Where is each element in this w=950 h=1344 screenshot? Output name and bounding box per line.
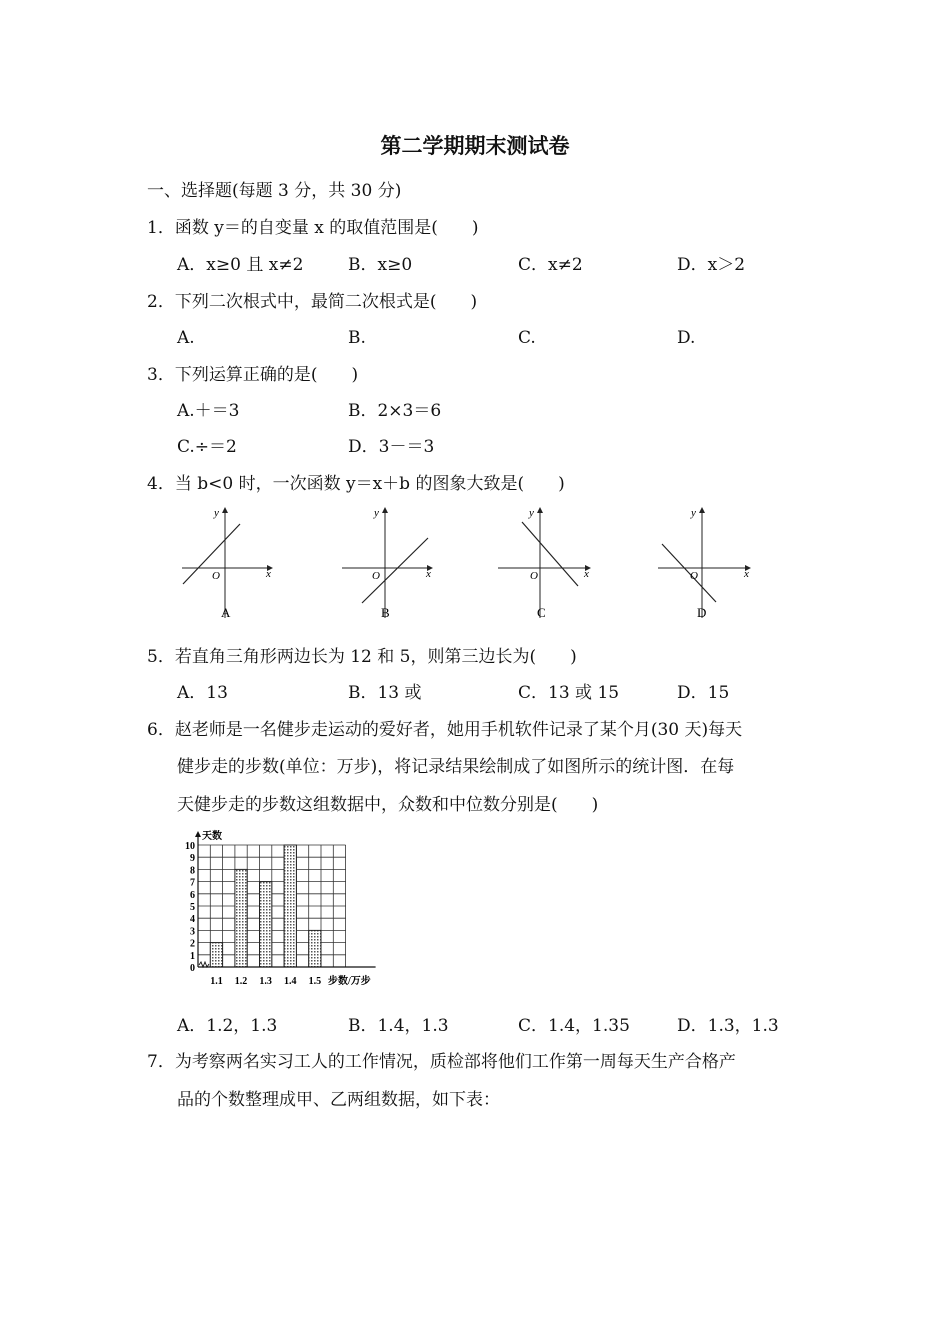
graph-d-x-label: x — [744, 568, 749, 580]
graph-c-x-label: x — [584, 568, 589, 580]
x-tick-label: 1.1 — [210, 976, 223, 987]
question-3-stem: 3．下列运算正确的是( ) — [147, 365, 359, 385]
q2-option-d: D. — [677, 328, 696, 348]
question-2-stem: 2．下列二次根式中，最简二次根式是( ) — [147, 292, 478, 312]
y-tick-label: 6 — [190, 889, 195, 901]
y-tick-label: 9 — [190, 853, 195, 865]
y-tick-label: 10 — [185, 841, 195, 852]
graph-c — [498, 507, 590, 620]
q3-option-c: C.÷＝2 — [177, 437, 237, 457]
x-tick-label: 1.3 — [259, 976, 272, 987]
bar-1.2 — [235, 869, 247, 967]
y-tick-label: 8 — [190, 865, 195, 877]
y-tick-label: 5 — [190, 902, 195, 913]
graph-a-origin: O — [212, 570, 220, 582]
question-7-line-2: 品的个数整理成甲、乙两组数据，如下表： — [177, 1090, 500, 1110]
graph-b-x-label: x — [426, 568, 431, 580]
y-tick-label: 4 — [190, 914, 195, 926]
graph-d-origin: O — [690, 570, 698, 582]
graph-c-label: C — [537, 605, 546, 620]
q5-option-c: C．13 或 15 — [518, 683, 620, 703]
y-axis-title: 天数 — [202, 831, 222, 842]
q5-option-a: A．13 — [177, 683, 228, 703]
question-5-stem: 5．若直角三角形两边长为 12 和 5，则第三边长为( ) — [147, 647, 577, 667]
q5-option-d: D．15 — [677, 683, 730, 703]
step-count-bar-chart — [170, 825, 390, 1015]
graph-d-label: D — [697, 605, 707, 620]
q2-option-b: B. — [348, 328, 366, 348]
q1-option-d: D．x＞2 — [677, 255, 746, 275]
graph-b-origin: O — [372, 570, 380, 582]
q1-option-a: A．x≥0 且 x≠2 — [177, 255, 304, 275]
y-tick-label: 2 — [190, 938, 195, 950]
q5-option-b: B．13 或 — [348, 683, 422, 703]
question-6-line-3: 天健步走的步数这组数据中，众数和中位数分别是( ) — [177, 795, 599, 815]
bar-1.1 — [210, 943, 222, 967]
q3-option-a: A.＋＝3 — [177, 401, 240, 421]
bar-1.4 — [284, 845, 296, 967]
q6-option-a: A．1.2，1.3 — [177, 1016, 278, 1036]
graph-a — [182, 507, 272, 620]
graph-c-y-label: y — [529, 507, 534, 519]
graph-b — [342, 507, 432, 620]
graph-d-y-label: y — [691, 507, 696, 519]
x-tick-label: 1.2 — [234, 976, 248, 987]
question-1-stem: 1．函数 y＝的自变量 x 的取值范围是( ) — [147, 218, 479, 238]
graph-a-y-label: y — [214, 507, 219, 519]
y-tick-label: 0 — [190, 963, 195, 974]
q1-option-c: C．x≠2 — [518, 255, 583, 275]
question-4-stem: 4．当 b<0 时，一次函数 y＝x＋b 的图象大致是( ) — [147, 474, 565, 494]
graph-a-x-label: x — [266, 568, 271, 580]
x-axis-title: 步数/万步 — [328, 976, 371, 987]
q3-option-d: D．3－＝3 — [348, 437, 435, 457]
q6-option-c: C．1.4，1.35 — [518, 1016, 630, 1036]
graph-b-y-label: y — [374, 507, 379, 519]
q4-graphs — [0, 500, 950, 625]
question-6-line-2: 健步走的步数(单位：万步)，将记录结果绘制成了如图所示的统计图．在每 — [177, 757, 735, 777]
graph-a-label: A — [221, 605, 231, 620]
y-axis-arrow — [195, 831, 201, 837]
q2-option-a: A. — [177, 328, 195, 348]
bar-1.5 — [309, 930, 321, 967]
x-tick-label: 1.4 — [284, 976, 297, 987]
section-heading: 一、选择题(每题 3 分，共 30 分) — [147, 181, 402, 201]
q3-option-b: B．2×3＝6 — [348, 401, 442, 421]
q6-option-d: D．1.3，1.3 — [677, 1016, 779, 1036]
y-tick-label: 7 — [190, 877, 195, 889]
q6-option-b: B．1.4，1.3 — [348, 1016, 449, 1036]
graph-d — [658, 507, 750, 620]
axis-break-mark — [199, 962, 209, 967]
y-tick-label: 1 — [190, 950, 195, 962]
page-title: 第二学期期末测试卷 — [380, 134, 570, 158]
question-6-line-1: 6．赵老师是一名健步走运动的爱好者，她用手机软件记录了某个月(30 天)每天 — [147, 720, 743, 740]
x-tick-label: 1.5 — [308, 976, 322, 987]
q1-option-b: B．x≥0 — [348, 255, 413, 275]
graph-b-label: B — [381, 605, 390, 620]
question-7-line-1: 7．为考察两名实习工人的工作情况，质检部将他们工作第一周每天生产合格产 — [147, 1052, 736, 1072]
q2-option-c: C. — [518, 328, 536, 348]
bar-1.3 — [260, 882, 272, 967]
graph-c-origin: O — [530, 570, 538, 582]
y-tick-label: 3 — [190, 926, 195, 938]
